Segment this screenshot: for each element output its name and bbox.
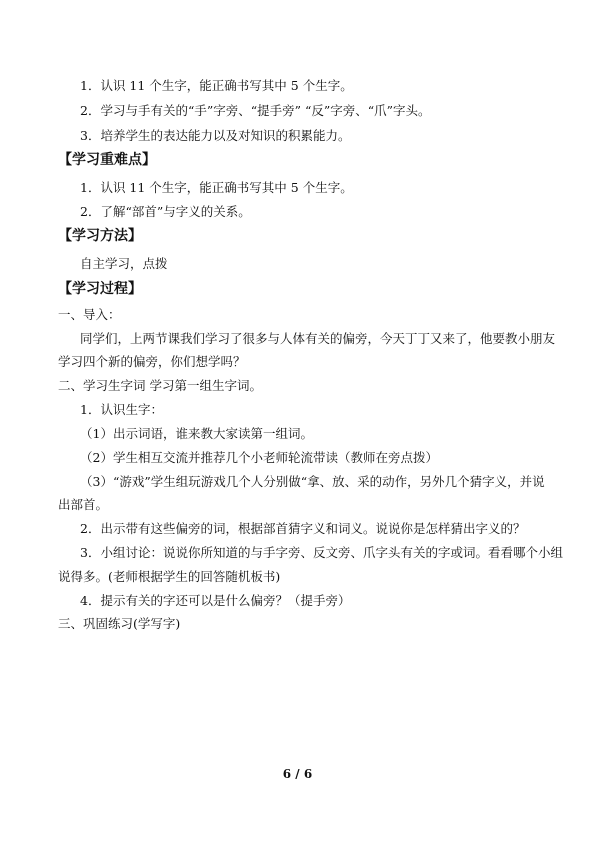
objective-3: 3．培养学生的表达能力以及对知识的积累能力。 bbox=[80, 128, 351, 143]
process-step-1-sub-3: （3）“游戏”学生组玩游戏几个人分别做“拿、放、采的动作，另外几个猜字义，并说 bbox=[80, 474, 545, 489]
page-number: 6 / 6 bbox=[282, 767, 313, 781]
process-step-1: 1．认识生字： bbox=[80, 402, 163, 417]
process-step-3: 3．小组讨论：说说你所知道的与手字旁、反文旁、爪字头有关的字或词。看看哪个小组 bbox=[80, 545, 563, 560]
process-step-4: 4．提示有关的字还可以是什么偏旁？（提手旁） bbox=[80, 593, 351, 608]
process-paragraph-line-2: 学习四个新的偏旁，你们想学吗？ bbox=[58, 354, 246, 369]
key-points-heading: 【学习重难点】 bbox=[58, 152, 156, 168]
process-step-1-sub-2: （2）学生相互交流并推荐几个小老师轮流带读（教师在旁点拨） bbox=[80, 450, 438, 465]
process-line-intro: 一、导入： bbox=[58, 307, 121, 322]
process-step-1-sub-3-cont: 出部首。 bbox=[58, 497, 109, 512]
key-point-1: 1．认识 11 个生字，能正确书写其中 5 个生字。 bbox=[80, 180, 353, 195]
process-step-1-sub-1: （1）出示词语，谁来教大家读第一组词。 bbox=[80, 426, 313, 441]
objective-1: 1．认识 11 个生字，能正确书写其中 5 个生字。 bbox=[80, 78, 353, 93]
process-section-3: 三、巩固练习(学写字) bbox=[58, 616, 181, 631]
process-step-3-cont: 说得多。(老师根据学生的回答随机板书) bbox=[58, 569, 281, 584]
process-paragraph-line-1: 同学们，上两节课我们学习了很多与人体有关的偏旁，今天丁丁又来了，他要教小朋友 bbox=[80, 331, 556, 346]
process-heading: 【学习过程】 bbox=[58, 281, 142, 297]
objective-2: 2．学习与手有关的“手”字旁、“提手旁” “反”字旁、“爪”字头。 bbox=[80, 103, 431, 118]
key-point-2: 2．了解“部首”与字义的关系。 bbox=[80, 204, 251, 219]
process-step-2: 2．出示带有这些偏旁的词，根据部首猜字义和词义。说说你是怎样猜出字义的？ bbox=[80, 521, 526, 536]
methods-text: 自主学习，点拨 bbox=[80, 256, 168, 271]
methods-heading: 【学习方法】 bbox=[58, 228, 142, 244]
process-section-2: 二、学习生字词 学习第一组生字词。 bbox=[58, 378, 262, 393]
